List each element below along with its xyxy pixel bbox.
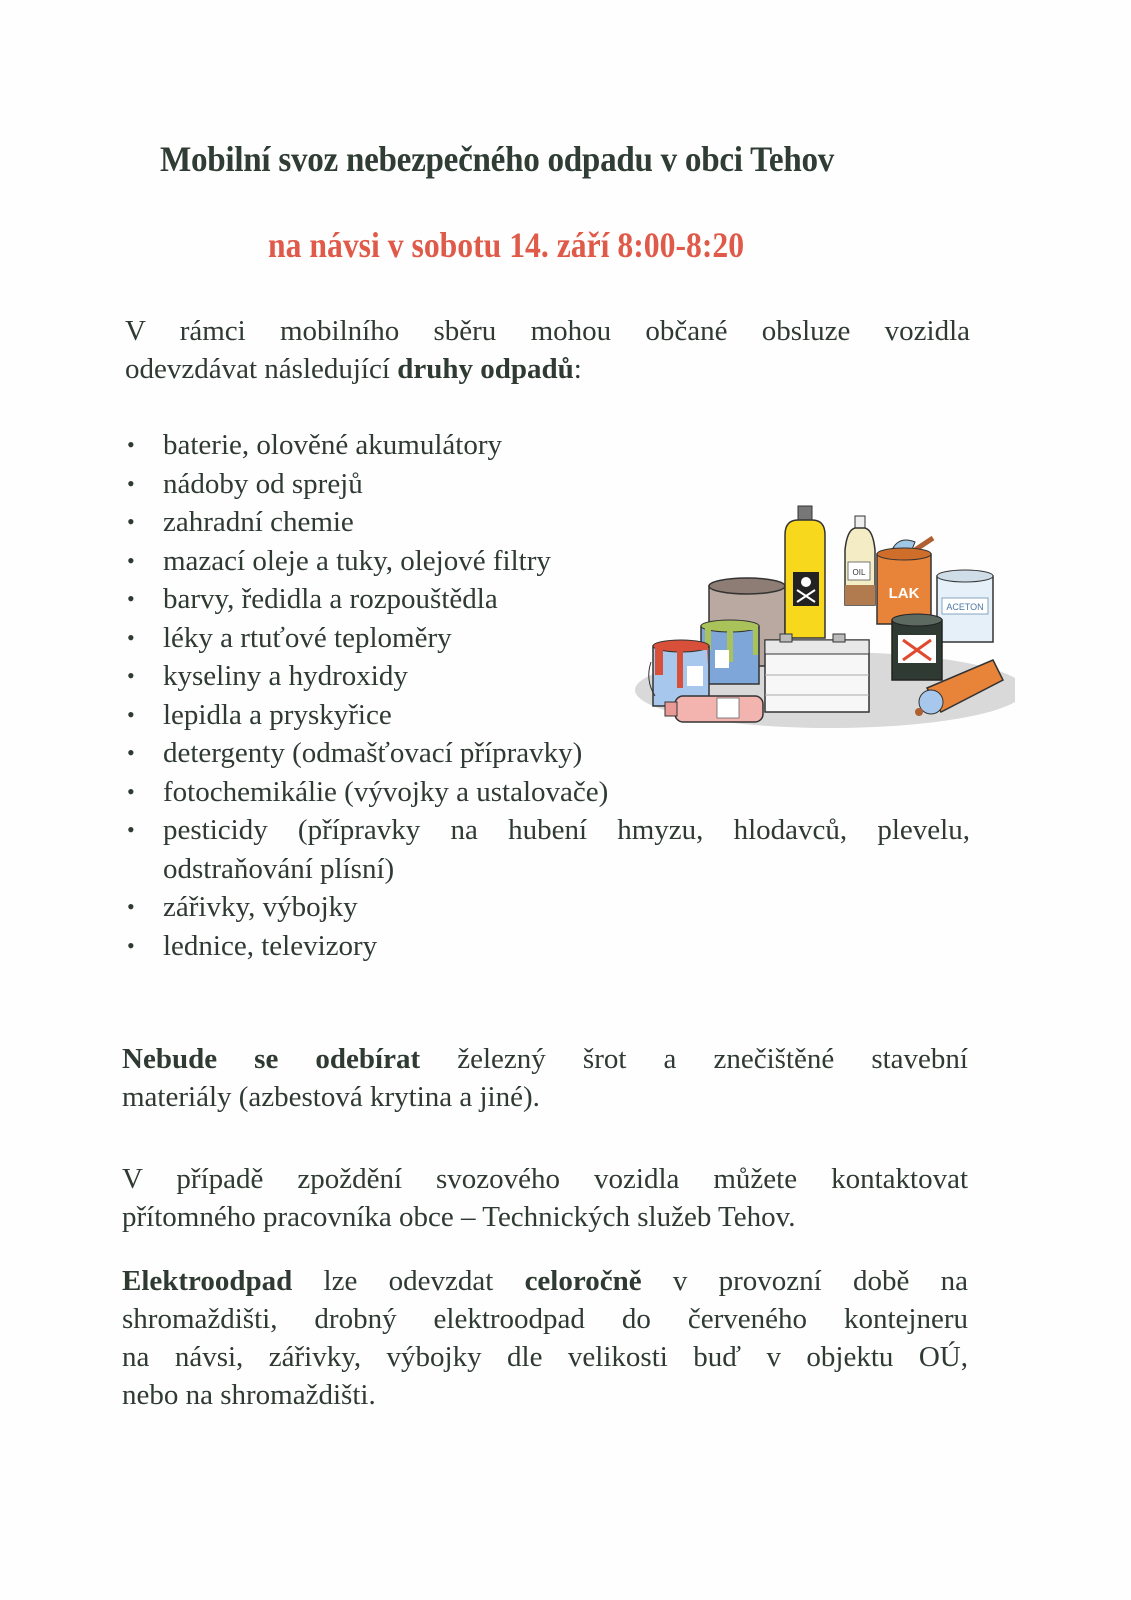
pink-bottle-icon <box>665 696 763 722</box>
list-item: • zářivky, výbojky <box>125 888 970 927</box>
bullet-icon: • <box>127 586 135 611</box>
bullet-icon: • <box>127 894 135 919</box>
list-item: • baterie, olověné akumulátory <box>125 426 970 465</box>
bullet-icon: • <box>127 778 135 804</box>
event-date-time: na návsi v sobotu 14. září 8:00-8:20 <box>268 225 745 265</box>
bullet-icon: • <box>127 663 135 688</box>
intro-line-1: V rámci mobilního sběru mohou občané obsluze vozidla <box>125 315 970 347</box>
lacquer-label: LAK <box>888 585 920 602</box>
list-item: • lepidla a pryskyřice <box>125 696 970 735</box>
intro-bold-waste-types: druhy odpadů <box>397 353 574 385</box>
car-battery-icon <box>765 634 869 712</box>
list-item: • kyseliny a hydroxidy <box>125 657 970 696</box>
bullet-icon: • <box>127 817 135 842</box>
bullet-icon: • <box>127 624 135 650</box>
delay-notice-paragraph: V případě zpoždění svozového vozidla můžete kontaktovat přítomného pracovníka obce – Technických služeb Tehov. <box>122 1163 968 1233</box>
list-item: • barvy, ředidla a rozpouštědla <box>125 580 970 619</box>
acetone-can-icon <box>937 570 993 642</box>
year-round-bold: celoročně <box>524 1265 642 1297</box>
list-item: • fotochemikálie (vývojky a ustalovače) <box>125 773 970 812</box>
list-item: • zahradní chemie <box>125 503 970 542</box>
bullet-icon: • <box>127 932 135 958</box>
bullet-icon: • <box>127 701 135 727</box>
bullet-icon: • <box>127 509 135 534</box>
list-item: • nádoby od sprejů <box>125 465 970 504</box>
list-item: • lednice, televizory <box>125 927 970 966</box>
acetone-label: ACETON <box>946 602 984 612</box>
intro-colon: : <box>573 353 582 385</box>
poison-bottle-icon <box>785 506 825 638</box>
intro-paragraph <box>125 312 970 388</box>
bullet-icon: • <box>127 740 135 765</box>
electro-waste-paragraph: Elektroodpad lze odevzdat celoročně v provozní době na shromaždišti, drobný elektroodpad do červeného kontejneru na návsi, zářivky, výbojky dle velikosti buď v objektu OÚ, nebo na shromaždišti. <box>122 1265 968 1411</box>
pesticide-can-icon <box>892 614 942 680</box>
oil-bottle-icon <box>845 516 875 605</box>
intro-line-2-prefix: odevzdávat následující <box>125 353 398 385</box>
bullet-icon: • <box>127 432 135 457</box>
page-title: Mobilní svoz nebezpečného odpadu v obci Tehov <box>160 139 835 179</box>
oil-label: OIL <box>852 568 866 577</box>
not-accepted-bold: Nebude se odebírat <box>122 1043 421 1075</box>
list-item: • mazací oleje a tuky, olejové filtry <box>125 542 603 581</box>
hazardous-waste-illustration <box>615 490 1015 730</box>
list-item: • detergenty (odmašťovací přípravky) <box>125 734 970 773</box>
list-item: • pesticidy (přípravky na hubení hmyzu, hlodavců, plevelu, odstraňování plísní) <box>125 811 970 888</box>
bullet-icon: • <box>127 470 135 496</box>
lacquer-can-icon <box>877 538 933 624</box>
bullet-icon: • <box>127 547 135 573</box>
not-accepted-paragraph: Nebude se odebírat železný šrot a znečištěné stavební materiály (azbestová krytina a jiné). <box>122 1043 968 1113</box>
list-item: • léky a rtuťové teploměry <box>125 619 970 658</box>
electro-bold: Elektroodpad <box>122 1265 293 1297</box>
